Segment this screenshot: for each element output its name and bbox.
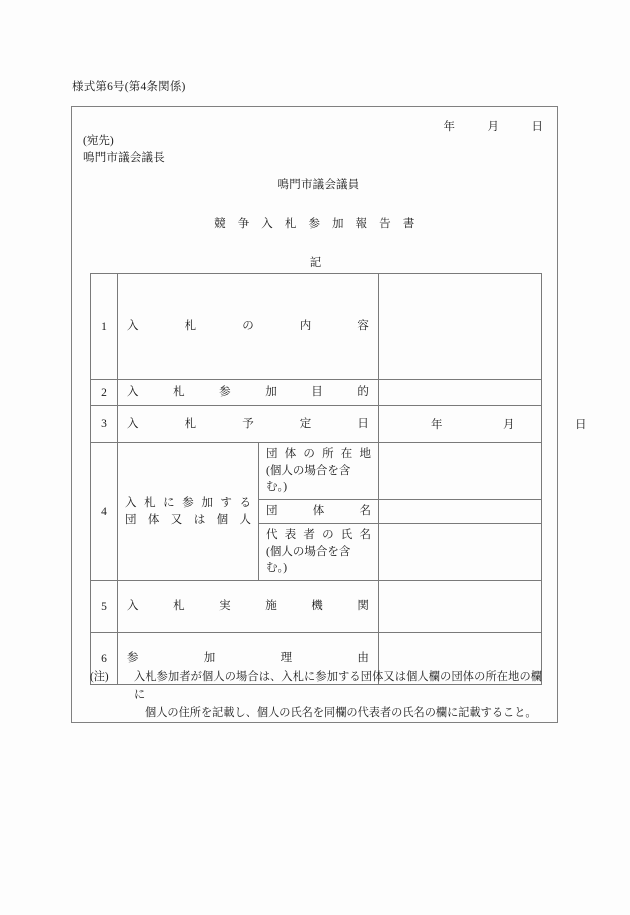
table-row: [91, 274, 542, 380]
date-month-label: 月: [487, 121, 499, 133]
row-value-1[interactable]: [379, 274, 542, 380]
note-marker: 記: [309, 257, 322, 269]
row-number-6: 6: [91, 633, 118, 685]
date-line: [444, 118, 544, 134]
addressee-block: [83, 133, 165, 166]
sub-label-line2: (個人の場合を含む。): [266, 545, 351, 575]
row-number-5: 5: [91, 581, 118, 633]
row-value-2[interactable]: [379, 380, 542, 406]
row-label-2: [118, 380, 379, 406]
row-label-text: 参 加 理 由: [127, 652, 369, 665]
addressee-recipient: 鳴門市議会議長: [83, 151, 165, 164]
row-label-1: [118, 274, 379, 380]
addressee-label: (宛先): [83, 135, 114, 147]
row-label-text: 入 札 実 施 機 関: [127, 600, 369, 613]
sub-label-line1: 代 表 者 の 氏 名: [266, 529, 371, 542]
form-number: 様式第6号(第4条関係): [72, 81, 186, 93]
sub-label-organization-name: [259, 500, 379, 524]
sub-value-representative-name[interactable]: [379, 524, 542, 581]
scheduled-day-label: 日: [575, 419, 587, 431]
row-label-text-line2: 団 体 又 は 個 人: [125, 513, 251, 526]
row-label-4: [118, 443, 259, 581]
sub-label-line2: (個人の場合を含む。): [266, 464, 351, 494]
sub-label-representative-name: [259, 524, 379, 581]
row-label-text: 入 札 参 加 目 的: [127, 386, 369, 399]
table-row: [91, 406, 542, 443]
sub-value-organization-name[interactable]: [379, 500, 542, 524]
row-label-3: [118, 406, 379, 443]
title-block: [72, 176, 557, 270]
submitter-role: 鳴門市議会議員: [277, 179, 360, 191]
sub-value-organization-address[interactable]: [379, 443, 542, 500]
row-label-text: 入 札 の 内 容: [127, 320, 369, 333]
footnote-line-1: 入札参加者が個人の場合は、入札に参加する団体又は個人欄の団体の所在地の欄に: [134, 671, 542, 702]
date-day-label: 日: [531, 121, 543, 133]
row-value-5[interactable]: [379, 581, 542, 633]
footnote: [90, 668, 542, 722]
footnote-line-2: 個人の住所を記載し、個人の氏名を同欄の代表者の氏名の欄に記載すること。: [145, 707, 537, 720]
row-label-text-line1: 入 札 に 参 加 す る: [125, 496, 251, 509]
date-year-label: 年: [443, 121, 455, 133]
row-label-text: 入 札 予 定 日: [127, 417, 369, 430]
table-row: [91, 380, 542, 406]
row-number-3: 3: [91, 406, 118, 443]
page-title: 競 争 入 札 参 加 報 告 書: [214, 218, 419, 230]
sub-label-organization-address: [259, 443, 379, 500]
scheduled-date-placeholders: [379, 416, 587, 432]
document-frame: [71, 106, 587, 723]
footnote-label: (注): [90, 671, 109, 683]
row-number-4: 4: [91, 443, 118, 581]
footnote-body: [134, 668, 542, 722]
report-table: [90, 273, 587, 685]
table-row: [91, 581, 542, 633]
row-label-5: [118, 581, 379, 633]
table-row: [91, 443, 542, 500]
sub-label-line1: 団 体 の 所 在 地: [266, 448, 371, 460]
scheduled-month-label: 月: [503, 419, 515, 431]
scheduled-year-label: 年: [431, 419, 443, 431]
row-number-2: 2: [91, 380, 118, 406]
row-value-3[interactable]: [379, 406, 587, 443]
row-number-1: 1: [91, 274, 118, 380]
sub-label-line1: 団 体 名: [266, 505, 371, 518]
